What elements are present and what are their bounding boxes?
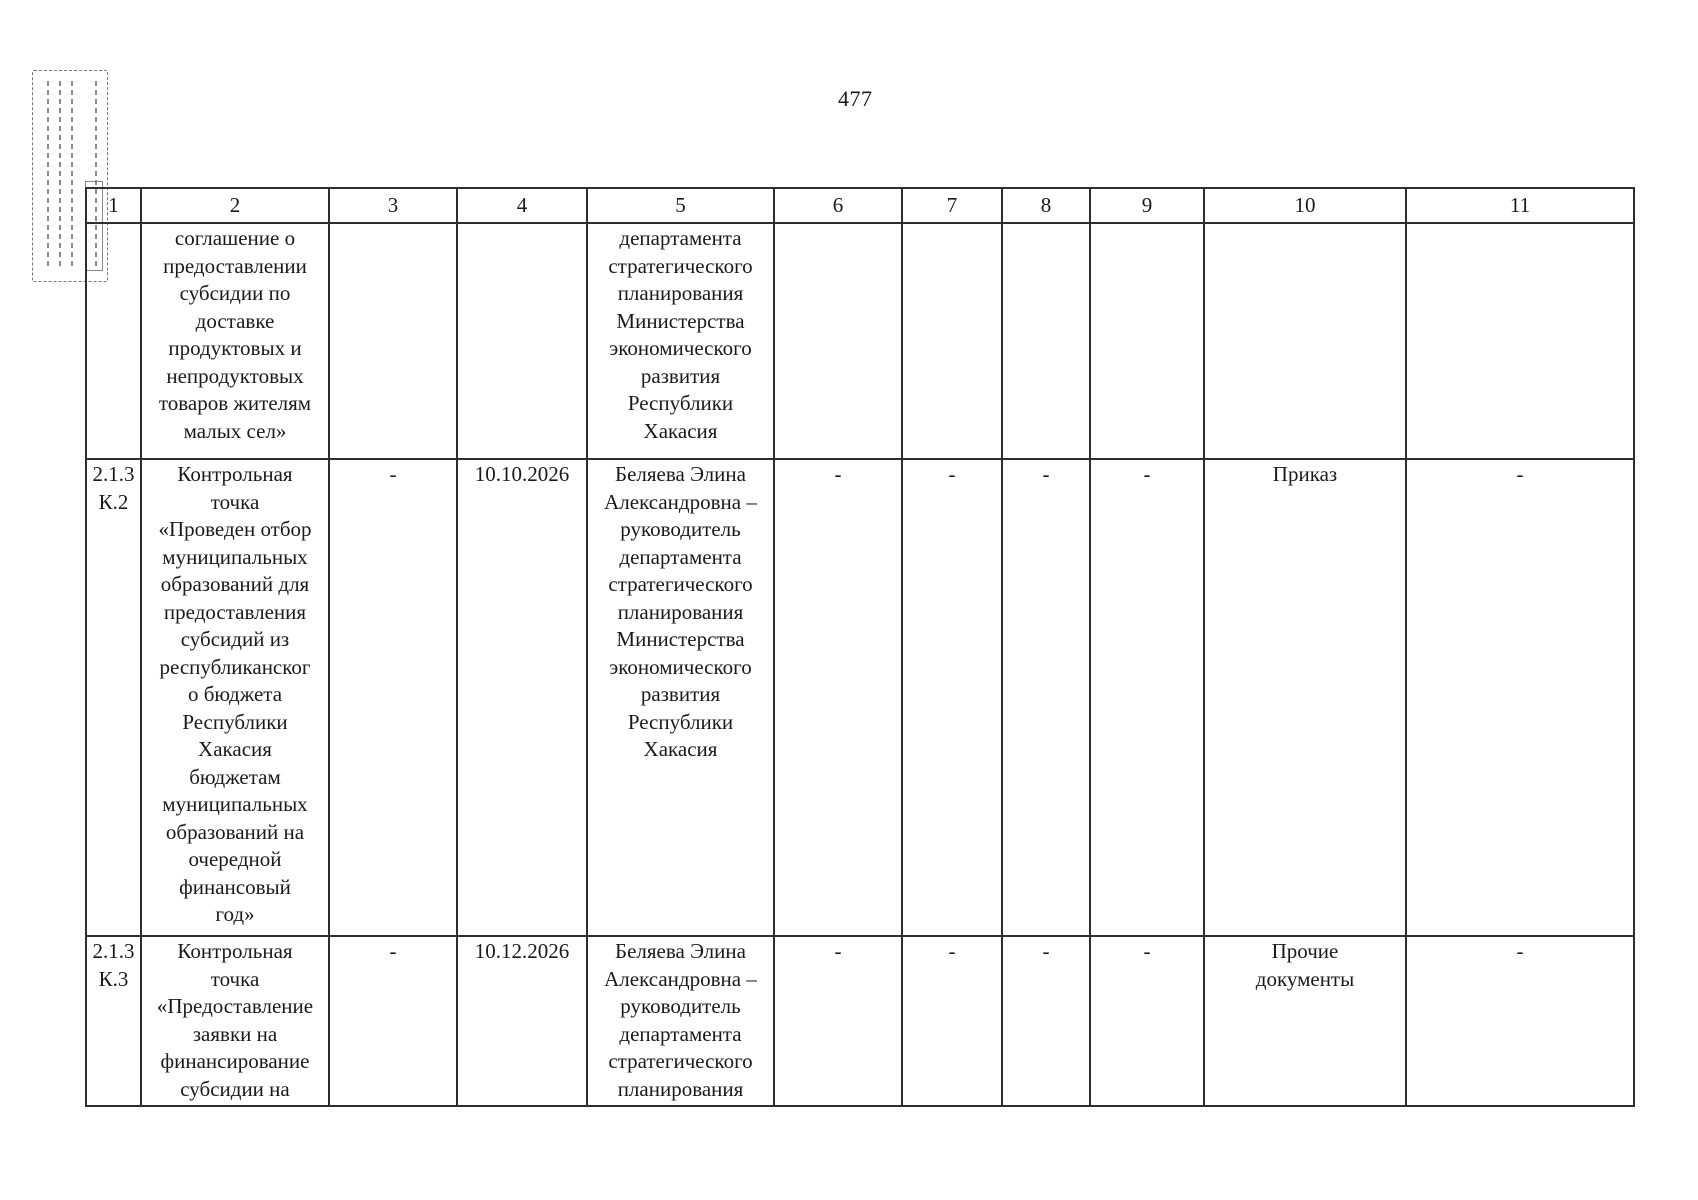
table-cell xyxy=(774,223,902,459)
column-header: 1 xyxy=(86,188,141,223)
table-cell: - xyxy=(902,459,1002,936)
table-cell: - xyxy=(1002,936,1090,1106)
table-row xyxy=(86,223,1634,459)
table-cell: 2.1.3 К.3 xyxy=(86,936,141,1106)
table-cell: - xyxy=(1406,459,1634,936)
table-cell xyxy=(1090,223,1204,459)
table-cell xyxy=(1204,223,1406,459)
column-header: 4 xyxy=(457,188,587,223)
table-cell: - xyxy=(774,459,902,936)
column-header: 9 xyxy=(1090,188,1204,223)
table-cell xyxy=(902,223,1002,459)
table-cell: Беляева Элина Александровна – руководитель департамента стратегического планирования Министерства экономического развития Республики Хакасия xyxy=(587,459,774,936)
table-cell: - xyxy=(329,936,457,1106)
column-header: 11 xyxy=(1406,188,1634,223)
header-row xyxy=(86,188,1634,223)
table-cell: - xyxy=(774,936,902,1106)
column-header: 10 xyxy=(1204,188,1406,223)
column-header: 7 xyxy=(902,188,1002,223)
table-cell: - xyxy=(1002,459,1090,936)
table-row xyxy=(86,936,1634,1106)
column-header: 6 xyxy=(774,188,902,223)
table-cell: - xyxy=(329,459,457,936)
table-cell xyxy=(86,223,141,459)
table-row xyxy=(86,459,1634,936)
table-cell: Приказ xyxy=(1204,459,1406,936)
column-header: 5 xyxy=(587,188,774,223)
table-cell: - xyxy=(902,936,1002,1106)
table-cell xyxy=(457,223,587,459)
table-cell: департамента стратегического планирования Министерства экономического развития Республики Хакасия xyxy=(587,223,774,459)
table-cell: Прочие документы xyxy=(1204,936,1406,1106)
table-cell: Контрольная точка «Проведен отбор муниципальных образований для предоставления субсидий из республиканског о бюджета Республики Хакасия бюджетам муниципальных образований на очередной финансовый год» xyxy=(141,459,329,936)
table-cell xyxy=(1406,223,1634,459)
table-cell: 10.10.2026 xyxy=(457,459,587,936)
schedule-table xyxy=(85,187,1635,1107)
table-cell: соглашение о предоставлении субсидии по доставке продуктовых и непродуктовых товаров жителям малых сел» xyxy=(141,223,329,459)
column-header: 2 xyxy=(141,188,329,223)
table-cell xyxy=(1002,223,1090,459)
table-cell: 10.12.2026 xyxy=(457,936,587,1106)
table-cell: Контрольная точка «Предоставление заявки на финансирование субсидии на xyxy=(141,936,329,1106)
table-cell: 2.1.3 К.2 xyxy=(86,459,141,936)
table-cell: - xyxy=(1090,459,1204,936)
table-cell: - xyxy=(1090,936,1204,1106)
column-header: 8 xyxy=(1002,188,1090,223)
table-cell: Беляева Элина Александровна – руководитель департамента стратегического планирования xyxy=(587,936,774,1106)
table-cell: - xyxy=(1406,936,1634,1106)
column-header: 3 xyxy=(329,188,457,223)
table-cell xyxy=(329,223,457,459)
page-number: 477 xyxy=(838,86,873,111)
